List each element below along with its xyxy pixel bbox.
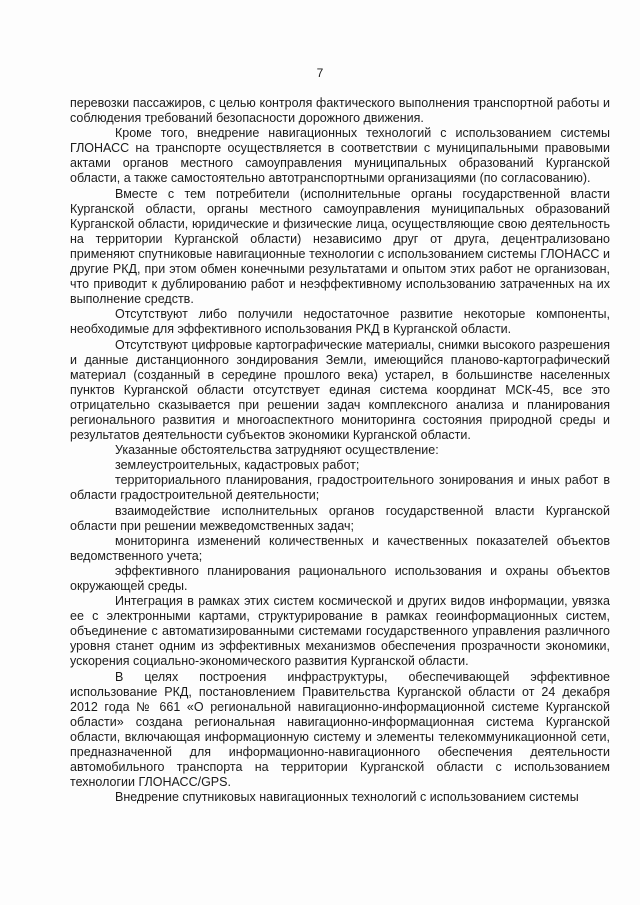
paragraph: Интеграция в рамках этих систем космической и других видов информации, увязка ее с электронными картами, структурирование в рамках геоинформационных систем, объединение с автоматизированными системами государственного управления различного уровня станет одним из эффективных механизмов обеспечения прозрачности экономики, ускорения социально-экономического развития Курганской области. bbox=[70, 594, 610, 669]
body-text bbox=[70, 96, 610, 805]
paragraph: территориального планирования, градостроительного зонирования и иных работ в области градостроительной деятельности; bbox=[70, 473, 610, 503]
paragraph: Кроме того, внедрение навигационных технологий с использованием системы ГЛОНАСС на транспорте осуществляется в соответствии с муниципальными правовыми актами органов местного самоуправления муниципальных образований Курганской области, а также самостоятельно автотранспортными организациями (по согласованию). bbox=[70, 126, 610, 186]
paragraph: Отсутствуют либо получили недостаточное развитие некоторые компоненты, необходимые для эффективного использования РКД в Курганской области. bbox=[70, 307, 610, 337]
paragraph: Внедрение спутниковых навигационных технологий с использованием системы bbox=[115, 790, 579, 805]
paragraph: взаимодействие исполнительных органов государственной власти Курганской области при решении межведомственных задач; bbox=[70, 503, 610, 533]
paragraph: Вместе с тем потребители (исполнительные органы государственной власти Курганской области, органы местного самоуправления муниципальных образований Курганской области, юридические и физические лица, осуществляющие свою деятельность на территории Курганской области) независимо друг от друга, децентрализовано применяют спутниковые навигационные технологии с использованием системы ГЛОНАСС и другие РКД, при этом обмен конечными результатами и опытом этих работ не организован, что приводит к дублированию работ и неэффективному использованию затраченных на их выполнение средств. bbox=[70, 186, 610, 307]
paragraph: мониторинга изменений количественных и качественных показателей объектов ведомственного учета; bbox=[70, 533, 610, 563]
paragraph: В целях построения инфраструктуры, обеспечивающей эффективное использование РКД, постановлением Правительства Курганской области от 24 декабря 2012 года № 661 «О региональной навигационно-информационной системе Курганской области» создана региональная навигационно-информационная система Курганской области, включающая информационную систему и элементы телекоммуникационной сети, предназначенной для информационно-навигационного обеспечения деятельности автомобильного транспорта на территории Курганской области с использованием технологии ГЛОНАСС/GPS. bbox=[70, 669, 610, 790]
paragraph: Отсутствуют цифровые картографические материалы, снимки высокого разрешения и данные дистанционного зондирования Земли, имеющийся планово-картографический материал (созданный в середине прошлого века) устарел, в большинстве населенных пунктов Курганской области отсутствует единая система координат МСК-45, все это отрицательно сказывается при решении задач комплексного анализа и планирования регионального развития и многоаспектного мониторинга состояния природной среды и результатов деятельности субъектов экономики Курганской области. bbox=[70, 337, 610, 443]
paragraph: эффективного планирования рационального использования и охраны объектов окружающей среды. bbox=[70, 563, 610, 593]
paragraph: землеустроительных, кадастровых работ; bbox=[115, 458, 360, 473]
page-number: 7 bbox=[316, 66, 324, 80]
paragraph: перевозки пассажиров, с целью контроля фактического выполнения транспортной работы и соблюдения требований безопасности дорожного движения. bbox=[70, 96, 610, 126]
paragraph: Указанные обстоятельства затрудняют осуществление: bbox=[115, 443, 439, 458]
